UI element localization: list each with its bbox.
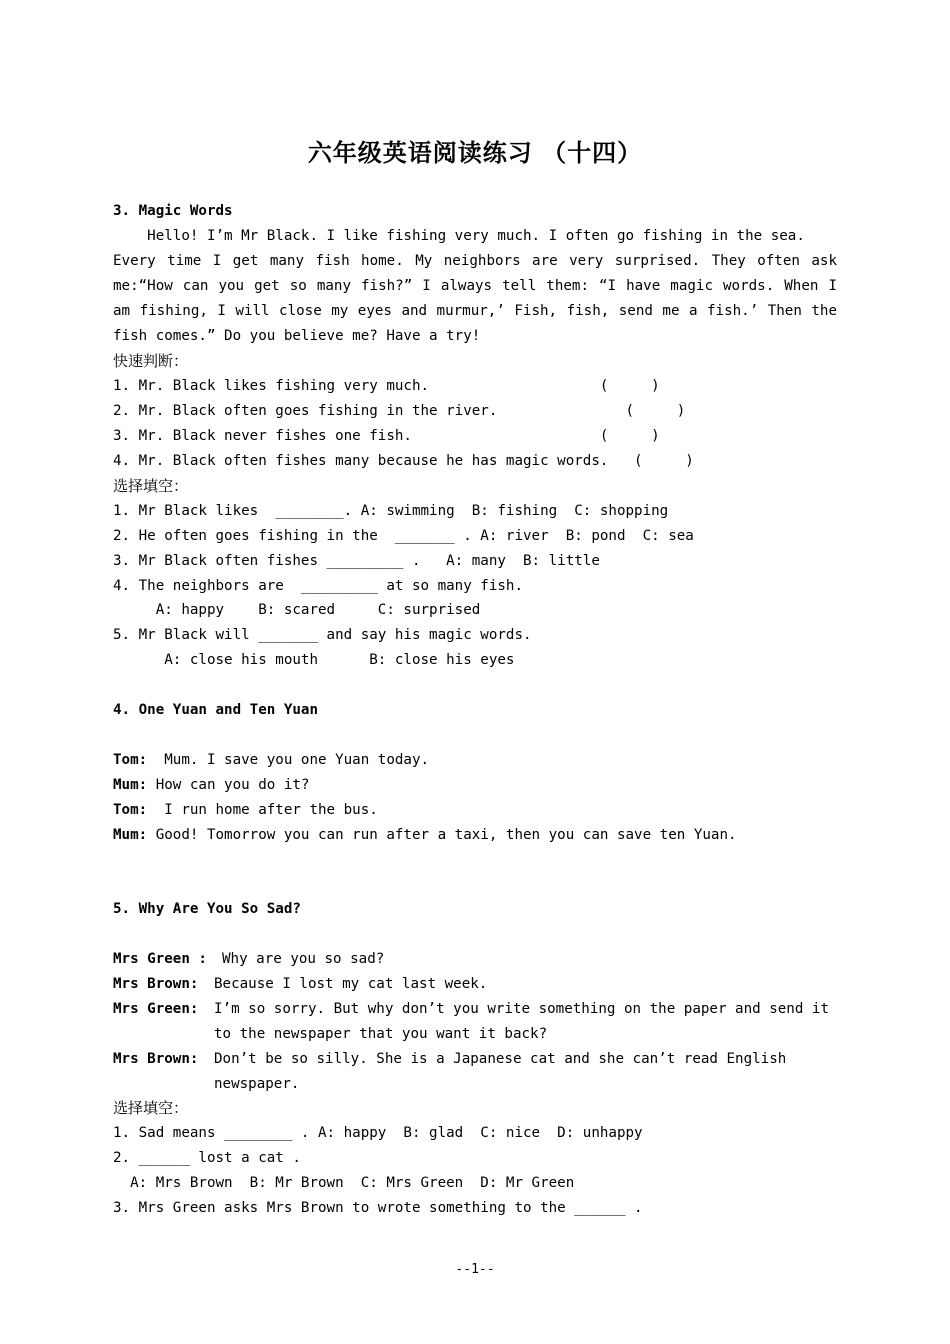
- speaker-name: Mrs Green :: [113, 951, 207, 967]
- section-5-heading: 5. Why Are You So Sad?: [113, 901, 301, 917]
- section-3-heading: 3. Magic Words: [113, 203, 233, 219]
- dialog-text: I’m so sorry. But why don’t you write something on the paper and send it: [214, 1001, 829, 1017]
- multiple-choice-item: 3. Mr Black often fishes _________ . A: many B: little: [113, 553, 600, 569]
- multiple-choice-label: 选择填空：: [113, 1099, 189, 1117]
- speaker-name: Mrs Brown:: [113, 1051, 199, 1067]
- dialog-text: How can you do it?: [147, 777, 310, 793]
- multiple-choice-item: 2. ______ lost a cat .: [113, 1150, 301, 1166]
- passage-line: Every time I get many fish home. My neighbors are very surprised. They often ask: [113, 253, 837, 269]
- passage-line: fish comes.” Do you believe me? Have a try!: [113, 328, 481, 344]
- passage-line: me:“How can you get so many fish?” I always tell them: “I have magic words. When I: [113, 278, 837, 294]
- multiple-choice-item: 5. Mr Black will _______ and say his magic words.: [113, 627, 532, 643]
- dialog-line: [113, 972, 837, 997]
- page-number: --1--: [455, 1262, 495, 1277]
- multiple-choice-options: A: close his mouth B: close his eyes: [113, 652, 515, 668]
- multiple-choice-options: A: happy B: scared C: surprised: [113, 602, 481, 618]
- dialog-text: Mum. I save you one Yuan today.: [147, 752, 430, 768]
- true-false-item: 2. Mr. Black often goes fishing in the river. ( ): [113, 403, 686, 419]
- true-false-label: 快速判断：: [113, 352, 189, 370]
- speaker-name: Mum:: [113, 827, 148, 843]
- true-false-item: 3. Mr. Black never fishes one fish. ( ): [113, 428, 660, 444]
- dialog-line: [113, 748, 837, 773]
- page-title: 六年级英语阅读练习 （十四）: [307, 138, 643, 167]
- multiple-choice-item: 3. Mrs Green asks Mrs Brown to wrote something to the ______ .: [113, 1200, 643, 1216]
- passage-line: Hello! I’m Mr Black. I like fishing very much. I often go fishing in the sea.: [113, 228, 805, 244]
- multiple-choice-label: 选择填空：: [113, 477, 189, 495]
- true-false-item: 1. Mr. Black likes fishing very much. ( ): [113, 378, 660, 394]
- passage-line: am fishing, I will close my eyes and murmur,’ Fish, fish, send me a fish.’ Then the: [113, 303, 837, 319]
- multiple-choice-item: 1. Sad means ________ . A: happy B: glad C: nice D: unhappy: [113, 1125, 643, 1141]
- dialog-line: [113, 947, 837, 972]
- section-4-heading: 4. One Yuan and Ten Yuan: [113, 702, 318, 718]
- dialog-text: Don’t be so silly. She is a Japanese cat and she can’t read English: [214, 1051, 787, 1067]
- dialog-line: [113, 1047, 837, 1072]
- multiple-choice-item: 4. The neighbors are _________ at so many fish.: [113, 578, 523, 594]
- multiple-choice-item: 1. Mr Black likes ________. A: swimming B: fishing C: shopping: [113, 503, 669, 519]
- dialog-text: Why are you so sad?: [222, 951, 385, 967]
- dialog-text: I run home after the bus.: [147, 802, 378, 818]
- dialog-text: Because I lost my cat last week.: [214, 976, 488, 992]
- speaker-name: Mrs Green:: [113, 1001, 199, 1017]
- dialog-continuation: newspaper.: [214, 1076, 300, 1092]
- speaker-name: Mum:: [113, 777, 148, 793]
- dialog-line: [113, 997, 837, 1022]
- dialog-line: [113, 773, 837, 798]
- dialog-continuation: to the newspaper that you want it back?: [214, 1026, 548, 1042]
- multiple-choice-options: A: Mrs Brown B: Mr Brown C: Mrs Green D: Mr Green: [113, 1175, 575, 1191]
- speaker-name: Mrs Brown:: [113, 976, 199, 992]
- dialog-line: [113, 798, 837, 823]
- dialog-line: [113, 823, 837, 848]
- multiple-choice-item: 2. He often goes fishing in the _______ . A: river B: pond C: sea: [113, 528, 694, 544]
- dialog-text: Good! Tomorrow you can run after a taxi, then you can save ten Yuan.: [147, 827, 737, 843]
- true-false-item: 4. Mr. Black often fishes many because he has magic words. ( ): [113, 453, 694, 469]
- speaker-name: Tom:: [113, 752, 148, 768]
- speaker-name: Tom:: [113, 802, 148, 818]
